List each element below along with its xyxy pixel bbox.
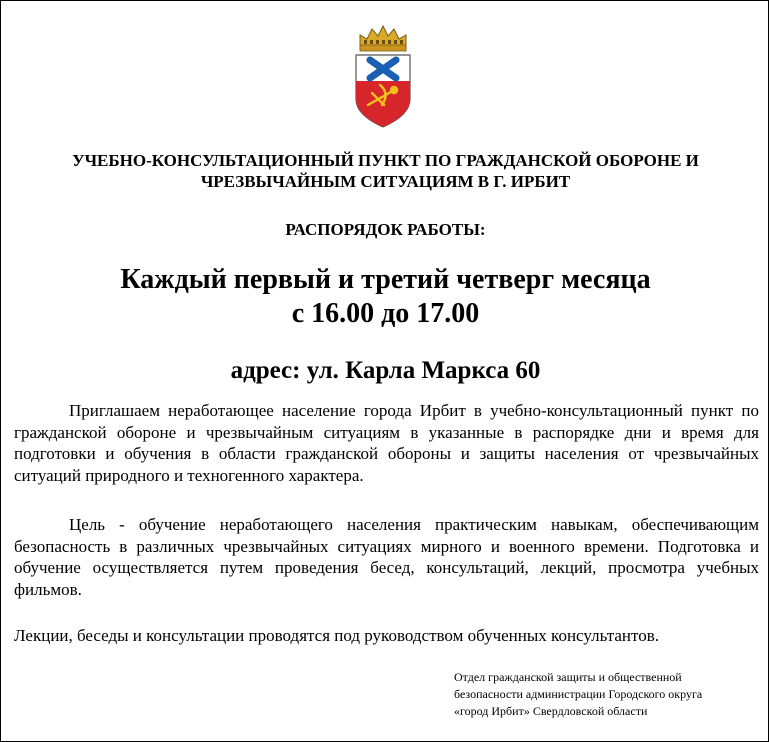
schedule-block [1,263,769,331]
paragraph-goal: Цель - обучение неработающего населения практическим навыкам, обеспечивающим безопасность в различных чрезвычайных ситуациях мирного и военного времени. Подготовка и обучение осуществляется путем проведения бесед, консультаций, лекций, просмотра учебных фильмов. [14,515,759,599]
crown-icon [360,26,406,51]
schedule-heading: РАСПОРЯДОК РАБОТЫ: [285,220,486,239]
signature-line: безопасности администрации Городского округа [454,687,703,701]
signature-block [454,669,754,720]
irbit-coat-of-arms-icon [350,23,416,129]
signature-line: «город Ирбит» Свердловской области [454,704,648,718]
address: адрес: ул. Карла Маркса 60 [230,357,541,384]
schedule-hours: с 16.00 до 17.00 [291,298,480,329]
paragraph-lectures: Лекции, беседы и консультации проводятся под руководством обученных консультантов. [14,626,659,645]
schedule-days: Каждый первый и третий четверг месяца [120,264,651,295]
paragraph-invitation: Приглашаем неработающее население города Ирбит в учебно-консультационный пункт по гражданской обороне и чрезвычайным ситуациям в указанные в распорядке дни и время для подготовки и обучения в области гражданской обороны и защиты населения от чрезвычайных ситуаций природного и техногенного характера. [14,401,759,485]
signature-line: Отдел гражданской защиты и общественной [454,670,682,684]
page-title: УЧЕБНО-КОНСУЛЬТАЦИОННЫЙ ПУНКТ ПО ГРАЖДАНСКОЙ ОБОРОНЕ И ЧРЕЗВЫЧАЙНЫМ СИТУАЦИЯМ В Г. ИРБИТ [72,151,699,191]
